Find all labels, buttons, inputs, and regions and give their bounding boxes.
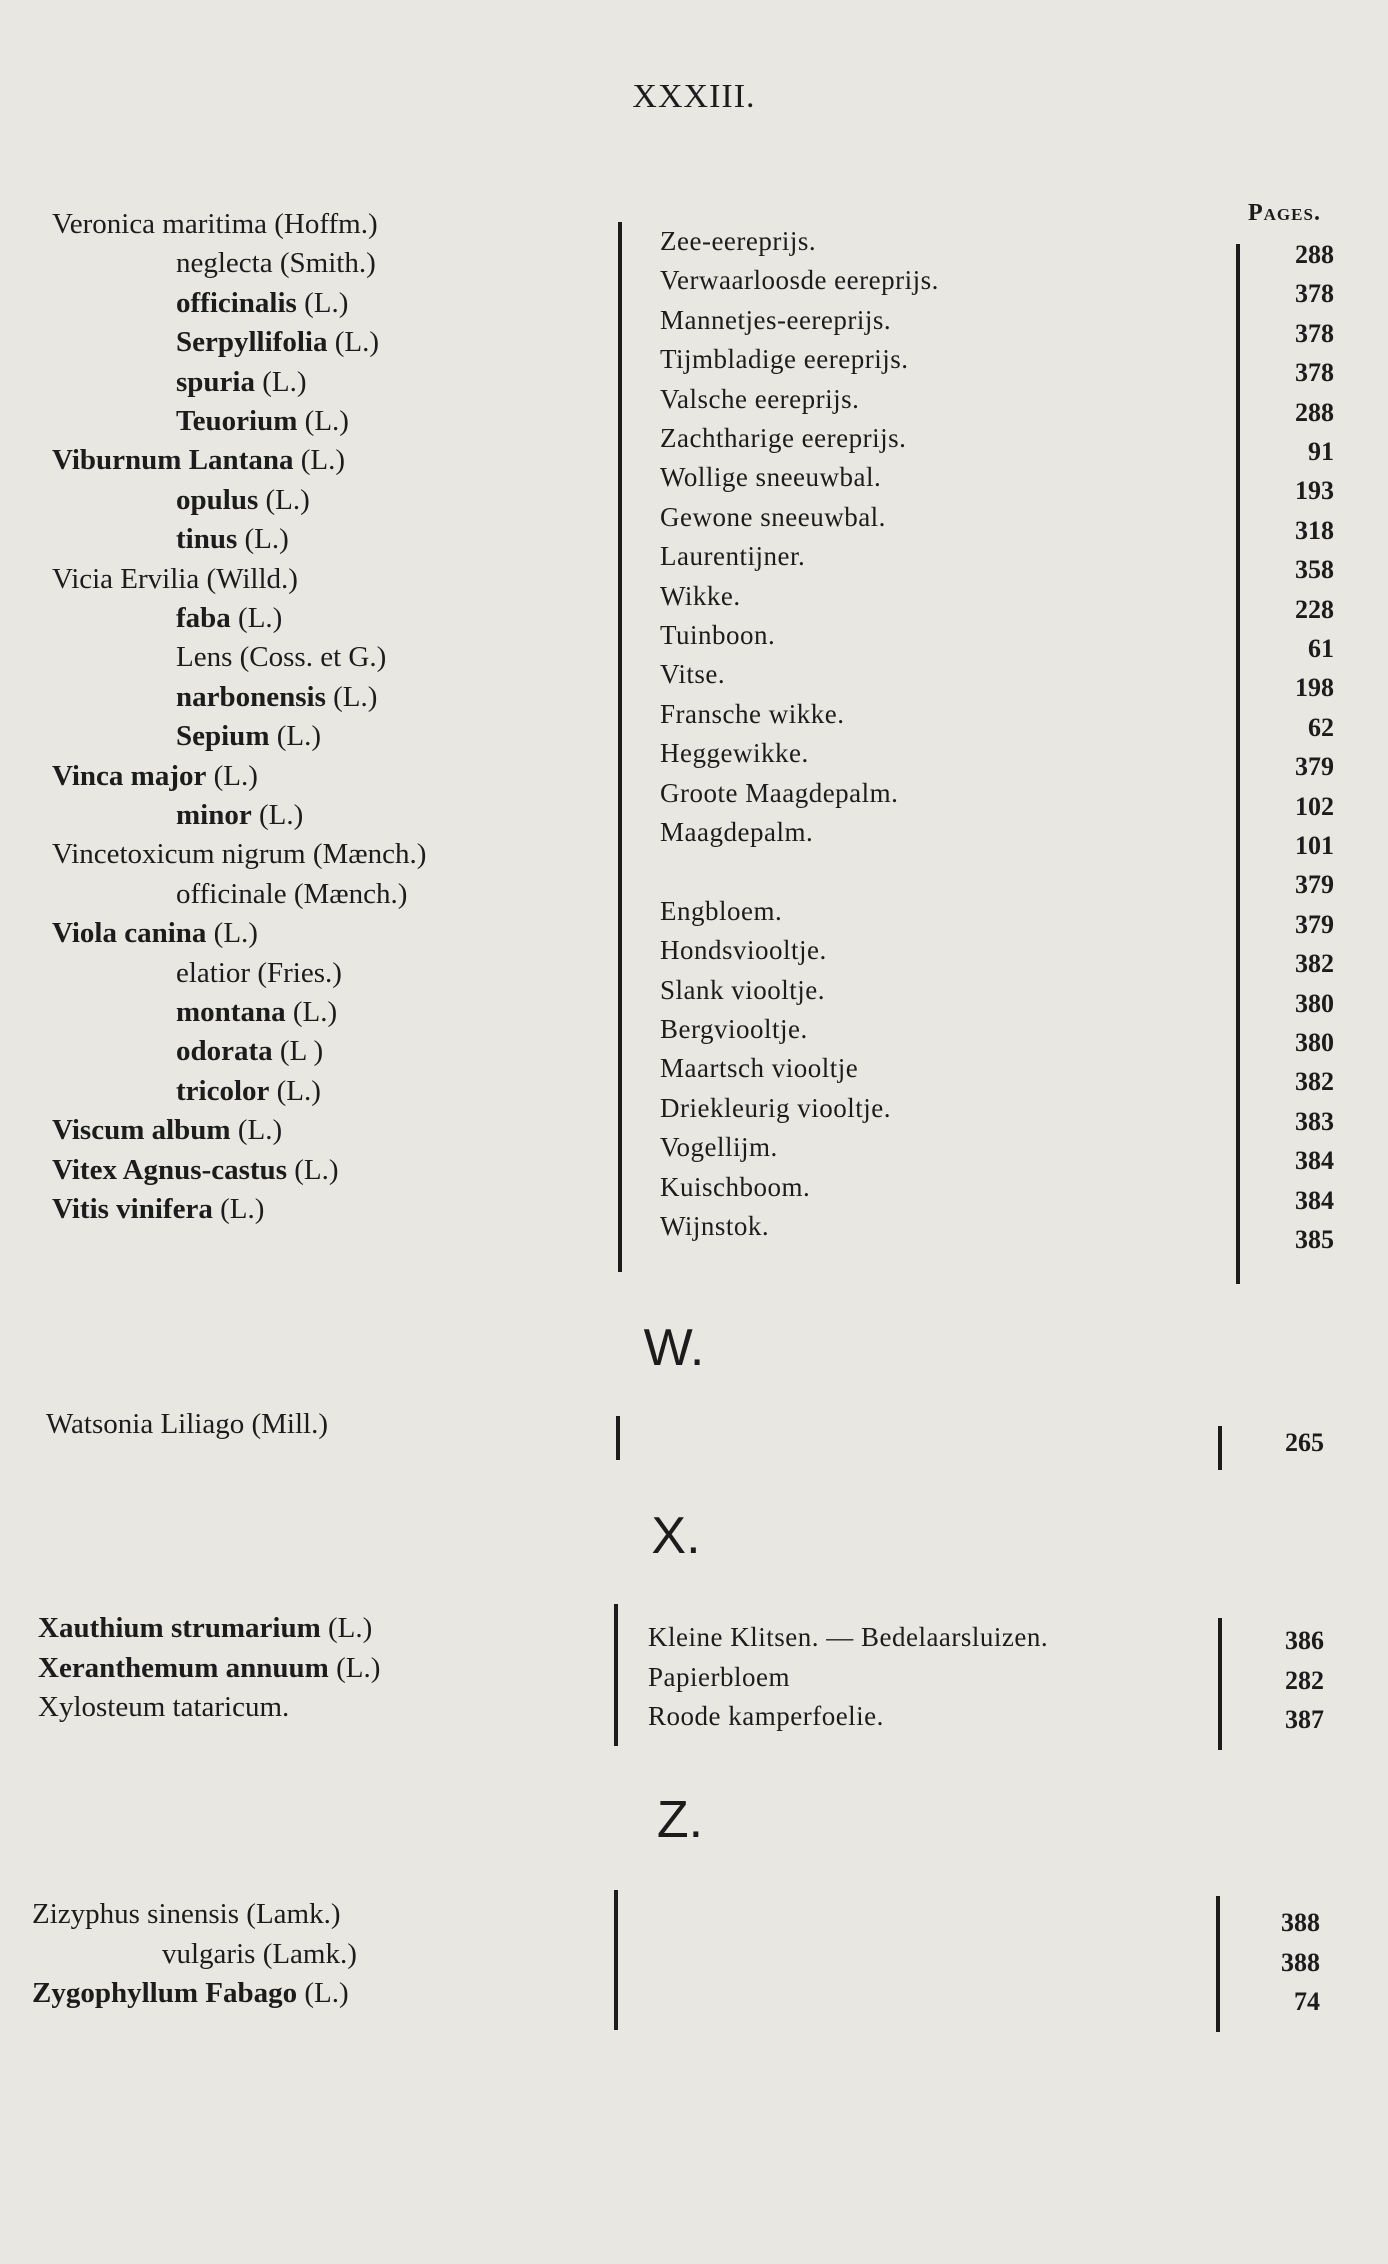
species-name: Viburnum Lantana	[52, 444, 294, 477]
species-author: (L.)	[265, 483, 310, 516]
divider-line-right	[1218, 1426, 1222, 1470]
species-author: (L.)	[237, 1114, 283, 1147]
species-name: Xauthium strumarium	[38, 1612, 321, 1644]
species-name: narbonensis	[176, 680, 326, 713]
species-name: Zygophyllum Fabago	[32, 1977, 298, 2009]
latin-name-entry	[176, 1035, 323, 1068]
species-author: (L.)	[304, 405, 349, 437]
dutch-name: Gewone sneeuwbal.	[660, 501, 886, 532]
page-reference: 228	[1295, 594, 1334, 624]
page-reference: 62	[1308, 712, 1334, 742]
page-reference: 378	[1295, 279, 1334, 309]
dutch-name: Laurentijner.	[660, 541, 806, 572]
latin-name-entry	[176, 957, 342, 990]
latin-name-entry	[52, 208, 378, 241]
dutch-name: Wijnstok.	[660, 1211, 770, 1241]
species-author: (L.)	[238, 602, 283, 634]
page-reference: 388	[1281, 1908, 1320, 1937]
dutch-name: Wikke.	[660, 580, 741, 611]
dutch-name: Fransche wikke.	[660, 698, 845, 729]
species-name: montana	[176, 996, 286, 1028]
latin-name-entry	[176, 484, 310, 517]
species-author: (Fries.)	[257, 956, 342, 989]
dutch-name: Driekleurig viooltje.	[660, 1092, 891, 1123]
species-author: (Mænch.)	[312, 838, 427, 871]
species-author: (Lamk.)	[246, 1898, 341, 1930]
dutch-name: Groote Maagdepalm.	[660, 777, 899, 808]
page-reference: 384	[1295, 1146, 1334, 1176]
dutch-name: Maartsch viooltje	[660, 1053, 859, 1084]
page-reference: 61	[1308, 634, 1334, 663]
latin-name-entry	[38, 1691, 289, 1724]
page-number: XXXIII.	[632, 78, 756, 115]
latin-name-entry	[32, 1898, 341, 1931]
species-author: (Hoffm.)	[274, 208, 378, 240]
species-author: (L.)	[213, 759, 258, 792]
species-name: faba	[176, 602, 231, 634]
dutch-name: Mannetjes-eereprijs.	[660, 304, 892, 335]
page-reference: 388	[1281, 1947, 1320, 1977]
species-name: Serpyllifolia	[176, 326, 328, 359]
latin-name-entry	[176, 681, 377, 714]
page-reference: 198	[1295, 673, 1334, 703]
species-name: Teuorium	[176, 405, 298, 437]
species-name: Vincetoxicum nigrum	[52, 838, 306, 871]
page-reference: 193	[1295, 476, 1334, 506]
page-reference: 379	[1295, 752, 1334, 782]
dutch-name: Zachtharige eereprijs.	[660, 423, 907, 453]
page-reference: 379	[1295, 870, 1334, 900]
latin-name-entry	[176, 878, 407, 911]
latin-name-entry	[176, 247, 376, 280]
dutch-name: Heggewikke.	[660, 738, 809, 769]
latin-name-entry	[176, 720, 321, 753]
species-name: odorata	[176, 1035, 273, 1068]
dutch-name: Vitse.	[660, 659, 726, 690]
page-reference: 383	[1295, 1106, 1334, 1136]
dutch-name: Kuischboom.	[660, 1171, 811, 1202]
dutch-name: Valsche eereprijs.	[660, 383, 860, 414]
dutch-name: Slank viooltje.	[660, 974, 825, 1005]
species-name: spuria	[176, 365, 255, 398]
species-author: (L.)	[292, 996, 338, 1028]
page-reference: 379	[1295, 909, 1334, 939]
page-reference: 382	[1295, 949, 1334, 979]
dutch-name: Engbloem.	[660, 895, 783, 926]
species-author: (L.)	[304, 1977, 349, 2009]
species-name: neglecta	[176, 247, 273, 280]
species-name: Sepium	[176, 720, 270, 753]
latin-name-entry	[176, 287, 348, 320]
page-reference: 288	[1295, 240, 1334, 269]
species-author: (Mill.)	[251, 1408, 328, 1440]
species-author: (L.)	[334, 326, 379, 359]
latin-name-entry	[52, 917, 258, 950]
latin-name-entry	[176, 326, 379, 359]
species-author: (Smith.)	[279, 247, 376, 280]
species-name: tricolor	[176, 1074, 270, 1107]
species-name: elatior	[176, 956, 251, 989]
latin-name-entry	[52, 1193, 264, 1226]
species-author: (Mænch.)	[293, 877, 408, 910]
species-name: opulus	[176, 483, 259, 516]
latin-name-entry	[46, 1408, 328, 1441]
latin-name-entry	[176, 799, 303, 832]
dutch-name: Verwaarloosde eereprijs.	[660, 265, 939, 296]
divider-line-left	[614, 1890, 618, 2030]
species-author: (Coss. et G.)	[239, 641, 387, 674]
dutch-name: Bergviooltje.	[660, 1014, 808, 1044]
species-author: (L.)	[328, 1612, 373, 1644]
page-reference: 91	[1308, 437, 1334, 466]
page-reference: 378	[1295, 358, 1334, 388]
species-name: Vitis vinifera	[52, 1193, 213, 1225]
dutch-name: Wollige sneeuwbal.	[660, 462, 882, 493]
dutch-name: Roode kamperfoelie.	[648, 1701, 884, 1731]
divider-line-left	[616, 1416, 620, 1460]
latin-name-entry	[52, 760, 258, 793]
latin-name-entry	[176, 523, 289, 556]
dutch-name: Zee-eereprijs.	[660, 226, 817, 256]
latin-name-entry	[52, 563, 298, 596]
page-reference: 384	[1295, 1185, 1334, 1215]
latin-name-entry	[176, 1075, 321, 1108]
divider-line-right	[1216, 1896, 1220, 2032]
divider-line-right	[1236, 244, 1240, 1284]
species-author: (L.)	[333, 680, 378, 713]
page-reference: 102	[1295, 791, 1334, 821]
species-author: (Lamk.)	[262, 1937, 357, 1970]
species-name: officinalis	[176, 286, 297, 319]
page-reference: 318	[1295, 515, 1334, 545]
species-author: (Willd.)	[206, 562, 298, 595]
species-name: Vitex Agnus-castus	[52, 1153, 287, 1186]
species-author: (L.)	[262, 365, 307, 398]
species-author: (L.)	[276, 1074, 321, 1107]
species-name: officinale	[176, 877, 287, 910]
species-author: (L.)	[336, 1651, 381, 1684]
species-name: Vinca major	[52, 759, 207, 792]
latin-name-entry	[52, 838, 426, 871]
latin-name-entry	[176, 405, 349, 438]
latin-name-entry	[38, 1652, 380, 1685]
species-author: (L.)	[213, 917, 258, 950]
page-reference: 282	[1285, 1665, 1324, 1695]
species-author: (L.)	[220, 1193, 265, 1225]
page-reference: 380	[1295, 1028, 1334, 1057]
page-reference: 101	[1295, 831, 1334, 860]
page-reference: 74	[1294, 1987, 1320, 2016]
species-name: Zizyphus sinensis	[32, 1898, 240, 1930]
letter-heading-z: Z.	[656, 1791, 704, 1849]
latin-name-entry	[176, 641, 386, 674]
latin-name-entry	[52, 1154, 339, 1187]
species-name: Veronica maritima	[52, 208, 267, 240]
dutch-name: Papierbloem	[648, 1661, 790, 1692]
letter-heading-w: W.	[643, 1319, 705, 1377]
species-author: (L.)	[304, 286, 349, 319]
dutch-name: Tuinboon.	[660, 620, 776, 650]
latin-name-entry	[176, 366, 307, 399]
page-reference: 288	[1295, 397, 1334, 427]
divider-line-left	[614, 1604, 618, 1746]
species-name: Viola canina	[52, 917, 207, 950]
page-reference: 358	[1295, 555, 1334, 585]
species-author: (L.)	[244, 523, 289, 556]
dutch-name: Kleine Klitsen. — Bedelaarsluizen.	[648, 1622, 1049, 1652]
latin-name-entry	[52, 1114, 282, 1147]
latin-name-entry	[162, 1938, 357, 1971]
page-reference: 378	[1295, 318, 1334, 348]
species-author: (L.)	[300, 444, 346, 477]
page-reference: 387	[1285, 1705, 1324, 1734]
page-reference: 382	[1295, 1067, 1334, 1097]
species-name: Watsonia Liliago	[46, 1408, 245, 1440]
latin-name-entry	[176, 602, 282, 635]
dutch-name: Vogellijm.	[660, 1132, 778, 1163]
species-name: minor	[176, 799, 252, 831]
species-name: Xeranthemum annuum	[38, 1651, 329, 1684]
dutch-name: Tijmbladige eereprijs.	[660, 344, 909, 375]
page-reference: 386	[1285, 1626, 1324, 1655]
species-name: Viscum album	[52, 1114, 231, 1147]
species-name: Lens	[176, 641, 233, 674]
species-name: Vicia Ervilia	[52, 562, 200, 595]
species-name: tinus	[176, 523, 238, 556]
dutch-name: Maagdepalm.	[660, 817, 814, 847]
page-reference: 380	[1295, 988, 1334, 1018]
latin-name-entry	[176, 996, 337, 1029]
pages-column-header: Pages.	[1248, 200, 1321, 226]
page-reference: 385	[1295, 1225, 1334, 1254]
page-reference: 265	[1285, 1428, 1324, 1457]
species-author: (L.)	[258, 799, 304, 831]
species-name: Xylosteum tataricum.	[38, 1691, 290, 1723]
latin-name-entry	[52, 444, 345, 477]
species-author: (L )	[279, 1035, 324, 1068]
latin-name-entry	[32, 1977, 349, 2010]
divider-line-right	[1218, 1618, 1222, 1750]
species-author: (L.)	[294, 1153, 339, 1186]
latin-name-entry	[38, 1612, 372, 1645]
divider-line-left	[618, 222, 622, 1272]
species-name: vulgaris	[162, 1937, 256, 1970]
species-author: (L.)	[276, 720, 322, 753]
letter-heading-x: X.	[651, 1507, 701, 1565]
dutch-name: Hondsviooltje.	[660, 935, 827, 966]
